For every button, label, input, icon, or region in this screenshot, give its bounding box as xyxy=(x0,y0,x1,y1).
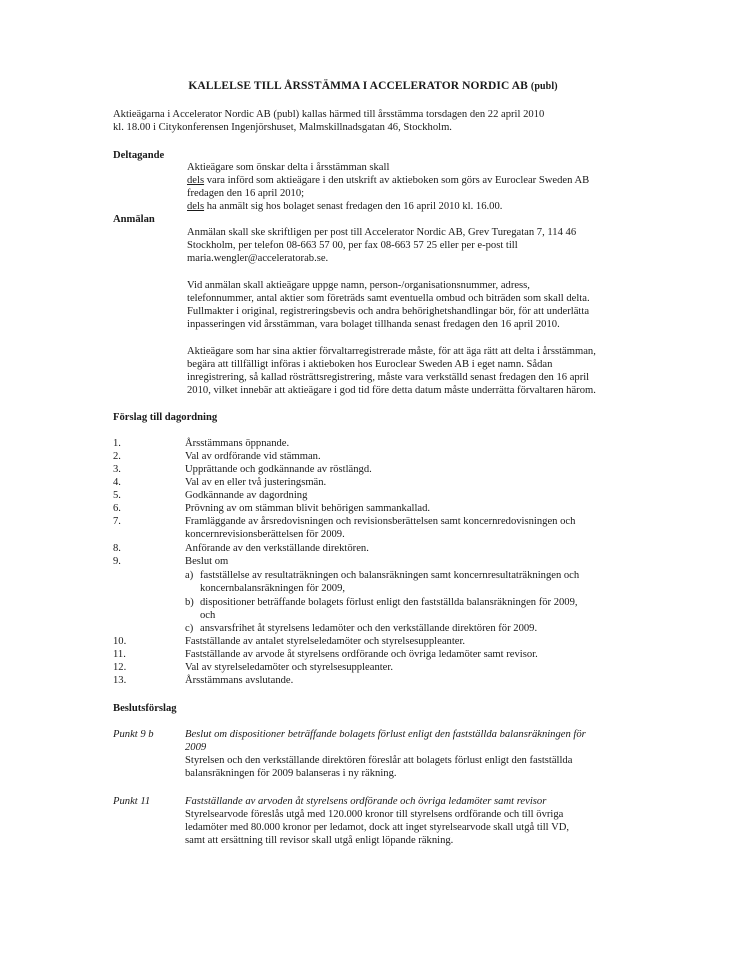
dels-word: dels xyxy=(187,175,205,186)
agenda-num: 10. xyxy=(113,636,127,647)
sub-letter: a) xyxy=(185,570,194,581)
anmalan-para3-l4: 2010, vilket innebär att aktieägare i god tid före detta datum måste underrätta förvaltaren härom. xyxy=(187,385,596,396)
heading-agenda: Förslag till dagordning xyxy=(113,412,218,423)
heading-deltagande: Deltagande xyxy=(113,150,165,161)
agenda-num: 9. xyxy=(113,556,121,567)
sub-item: dispositioner beträffande bolagets förlust enligt den fastställda balansräkningen för 2009, xyxy=(200,597,578,608)
anmalan-para1-l3: maria.wengler@acceleratorab.se. xyxy=(187,253,329,264)
anmalan-para3-l1: Aktieägare som har sina aktier förvaltarregistrerade måste, för att äga rätt att delta i årsstämman, xyxy=(187,346,596,357)
punkt-9b-label: Punkt 9 b xyxy=(113,729,154,740)
document-title xyxy=(0,80,746,94)
anmalan-para1-l1: Anmälan skall ske skriftligen per post till Accelerator Nordic AB, Grev Turegatan 7, 114 46 xyxy=(187,227,577,238)
intro-line-1: Aktieägarna i Accelerator Nordic AB (publ) kallas härmed till årsstämma torsdagen den 22 april 2010 xyxy=(113,109,545,120)
deltagande-cond1-line2: fredagen den 16 april 2010; xyxy=(187,188,305,199)
anmalan-para3-l3: inregistrering, så kallad rösträttsregistrering, måste vara verkställd senast fredagen den 16 april xyxy=(187,372,590,383)
agenda-item: Fastställande av arvode åt styrelsens ordförande och övriga ledamöter samt revisor. xyxy=(185,649,538,660)
sub-item: fastställelse av resultaträkningen och balansräkningen samt koncernresultaträkningen och xyxy=(200,570,580,581)
deltagande-line1: Aktieägare som önskar delta i årsstämman skall xyxy=(187,162,390,173)
agenda-item: Val av en eller två justeringsmän. xyxy=(185,477,327,488)
sub-item: ansvarsfrihet åt styrelsens ledamöter och den verkställande direktören för 2009. xyxy=(200,623,538,634)
anmalan-para1-l2: Stockholm, per telefon 08-663 57 00, per fax 08-663 57 25 eller per e-post till xyxy=(187,240,518,251)
punkt-11-body-l2: ledamöter med 80.000 kronor per ledamot, dock att inget styrelsearvode skall utgå till VD, xyxy=(185,822,570,833)
agenda-item: Val av styrelseledamöter och styrelsesuppleanter. xyxy=(185,662,393,673)
agenda-item: Årsstämmans avslutande. xyxy=(185,675,294,686)
deltagande-cond2 xyxy=(187,201,657,214)
anmalan-para2-l3: Fullmakter i original, registreringsbevis och andra behörighetshandlingar bör, för att underlätta xyxy=(187,306,590,317)
title-suffix: (publ) xyxy=(530,81,558,92)
agenda-num: 8. xyxy=(113,543,121,554)
agenda-num: 3. xyxy=(113,464,121,475)
cond2-text: ha anmält sig hos bolaget senast fredagen den 16 april 2010 kl. 16.00. xyxy=(204,201,503,212)
heading-anmalan: Anmälan xyxy=(113,214,155,225)
punkt-9b-title-l1: Beslut om dispositioner beträffande bolagets förlust enligt den fastställda balansräkningen för xyxy=(185,729,586,740)
agenda-item: Prövning av om stämman blivit behörigen sammankallad. xyxy=(185,503,431,514)
agenda-num: 7. xyxy=(113,516,121,527)
sub-item-cont: koncernbalansräkningen för 2009, xyxy=(200,583,346,594)
sub-letter: c) xyxy=(185,623,194,634)
punkt-11-label: Punkt 11 xyxy=(113,796,151,807)
agenda-num: 2. xyxy=(113,451,121,462)
agenda-item: Upprättande och godkännande av röstlängd. xyxy=(185,464,372,475)
anmalan-para2-l1: Vid anmälan skall aktieägare uppge namn, person-/organisationsnummer, adress, xyxy=(187,280,530,291)
agenda-num: 13. xyxy=(113,675,127,686)
sub-item-cont: och xyxy=(200,610,216,621)
anmalan-para2-l2: telefonnummer, antal aktier som företräds samt eventuella ombud och biträden som skall delta. xyxy=(187,293,590,304)
anmalan-para3-l2: begära att tillfälligt införas i aktieboken hos Euroclear Sweden AB i eget namn. Sådan xyxy=(187,359,553,370)
agenda-num: 5. xyxy=(113,490,121,501)
agenda-item: Framläggande av årsredovisningen och revisionsberättelsen samt koncernredovisningen och xyxy=(185,516,576,527)
agenda-item: Val av ordförande vid stämman. xyxy=(185,451,321,462)
title-main: KALLELSE TILL ÅRSSTÄMMA I ACCELERATOR NORDIC AB xyxy=(188,80,528,92)
agenda-num: 6. xyxy=(113,503,121,514)
agenda-num: 1. xyxy=(113,438,121,449)
punkt-9b-body-l2: balansräkningen för 2009 balanseras i ny räkning. xyxy=(185,768,397,779)
agenda-num: 4. xyxy=(113,477,121,488)
agenda-item-cont: koncernrevisionsberättelsen för 2009. xyxy=(185,529,345,540)
punkt-9b-title-l2: 2009 xyxy=(185,742,207,753)
intro-line-2: kl. 18.00 i Citykonferensen Ingenjörshuset, Malmskillnadsgatan 46, Stockholm. xyxy=(113,122,452,133)
dels-word: dels xyxy=(187,201,205,212)
sub-letter: b) xyxy=(185,597,194,608)
punkt-11-body-l1: Styrelsearvode föreslås utgå med 120.000 kronor till styrelsens ordförande och till övriga xyxy=(185,809,564,820)
deltagande-cond1 xyxy=(187,175,657,188)
agenda-item: Beslut om xyxy=(185,556,229,567)
punkt-11-title: Fastställande av arvoden åt styrelsens ordförande och övriga ledamöter samt revisor xyxy=(185,796,547,807)
cond1-text: vara införd som aktieägare i den utskrift av aktieboken som görs av Euroclear Sweden AB xyxy=(204,175,590,186)
agenda-item: Anförande av den verkställande direktören. xyxy=(185,543,369,554)
agenda-item: Fastställande av antalet styrelseledamöter och styrelsesuppleanter. xyxy=(185,636,466,647)
agenda-item: Årsstämmans öppnande. xyxy=(185,438,290,449)
agenda-num: 11. xyxy=(113,649,126,660)
punkt-9b-body-l1: Styrelsen och den verkställande direktören föreslår att bolagets förlust enligt den fastställda xyxy=(185,755,573,766)
agenda-num: 12. xyxy=(113,662,127,673)
anmalan-para2-l4: inpasseringen vid årsstämman, vara bolaget tillhanda senast fredagen den 16 april 2010. xyxy=(187,319,560,330)
heading-beslut: Beslutsförslag xyxy=(113,703,177,714)
agenda-item: Godkännande av dagordning xyxy=(185,490,308,501)
punkt-11-body-l3: samt att ersättning till revisor skall utgå enligt löpande räkning. xyxy=(185,835,454,846)
